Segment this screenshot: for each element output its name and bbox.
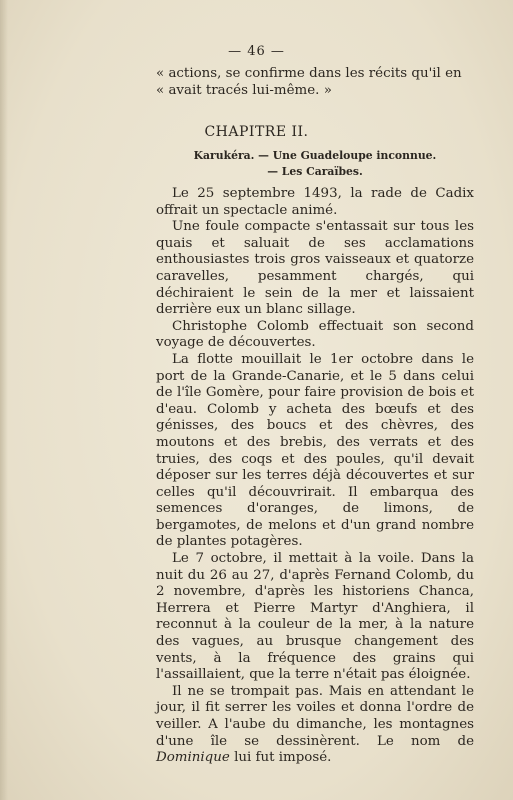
chapter-title: CHAPITRE II. <box>204 124 309 140</box>
page-number: — 46 — <box>228 44 285 59</box>
paragraph: Le 7 octobre, il mettait à la voile. Dans la nuit du 26 au 27, d'après Fernand Colomb, du 2 novembre, d'après les historiens Chanca, Herrera et Pierre Martyr d'Anghiera, il reconnut à la couleur de la mer, à la nature des vagues, au brusque changement des vents, à la fréquence des grains qui l'assaillaient, que la terre n'était pas éloignée. <box>156 551 474 683</box>
paragraph: Le 25 septembre 1493, la rade de Cadix offrait un spectacle animé. <box>156 186 474 218</box>
paragraph-text: lui fut imposé. <box>229 750 332 766</box>
paragraph: Une foule compacte s'entassait sur tous les quais et saluait de ses acclamations enthousiastes trois gros vaisseaux et quatorze caravelles, pesamment chargés, qui déchiraient le sein de la mer et laissaient derrière eux un blanc sillage. <box>156 219 474 318</box>
quote-continuation <box>156 66 474 99</box>
chapter-summary-line: — Les Caraïbes. <box>267 165 363 178</box>
paragraph-text: Il ne se trompait pas. Mais en attendant le jour, il fit serrer les voiles et donna l'ordre de veiller. A l'aube du dimanche, les montagnes d'une île se dessinèrent. Le nom de <box>156 683 474 749</box>
page-spine-shadow <box>0 0 8 800</box>
chapter-summary-line: Karukéra. — Une Guadeloupe inconnue. <box>193 149 437 162</box>
paragraph: Christophe Colomb effectuait son second voyage de découvertes. <box>156 318 474 351</box>
paragraph <box>156 684 474 767</box>
paragraph: La flotte mouillait le 1er octobre dans le port de la Grande-Canarie, et le 5 dans celui de l'île Gomère, pour faire provision de bois et d'eau. Colomb y acheta des bœufs et des génisses, des boucs et des chèvres, des moutons et des brebis, des verrats et des truies, des coqs et des poules, qu'il devait déposer sur les terres déjà découvertes et sur celles qu'il découvrirait. Il embarqua des semences d'oranges, de limons, de bergamotes, de melons et d'un grand nombre de plantes potagères. <box>156 351 474 550</box>
quote-line: « actions, se confirme dans les récits qu'il en <box>156 66 462 81</box>
chapter-body <box>156 186 474 767</box>
island-name-emphasis: Dominique <box>156 750 230 766</box>
quote-line: « avait tracés lui-même. » <box>156 82 332 98</box>
